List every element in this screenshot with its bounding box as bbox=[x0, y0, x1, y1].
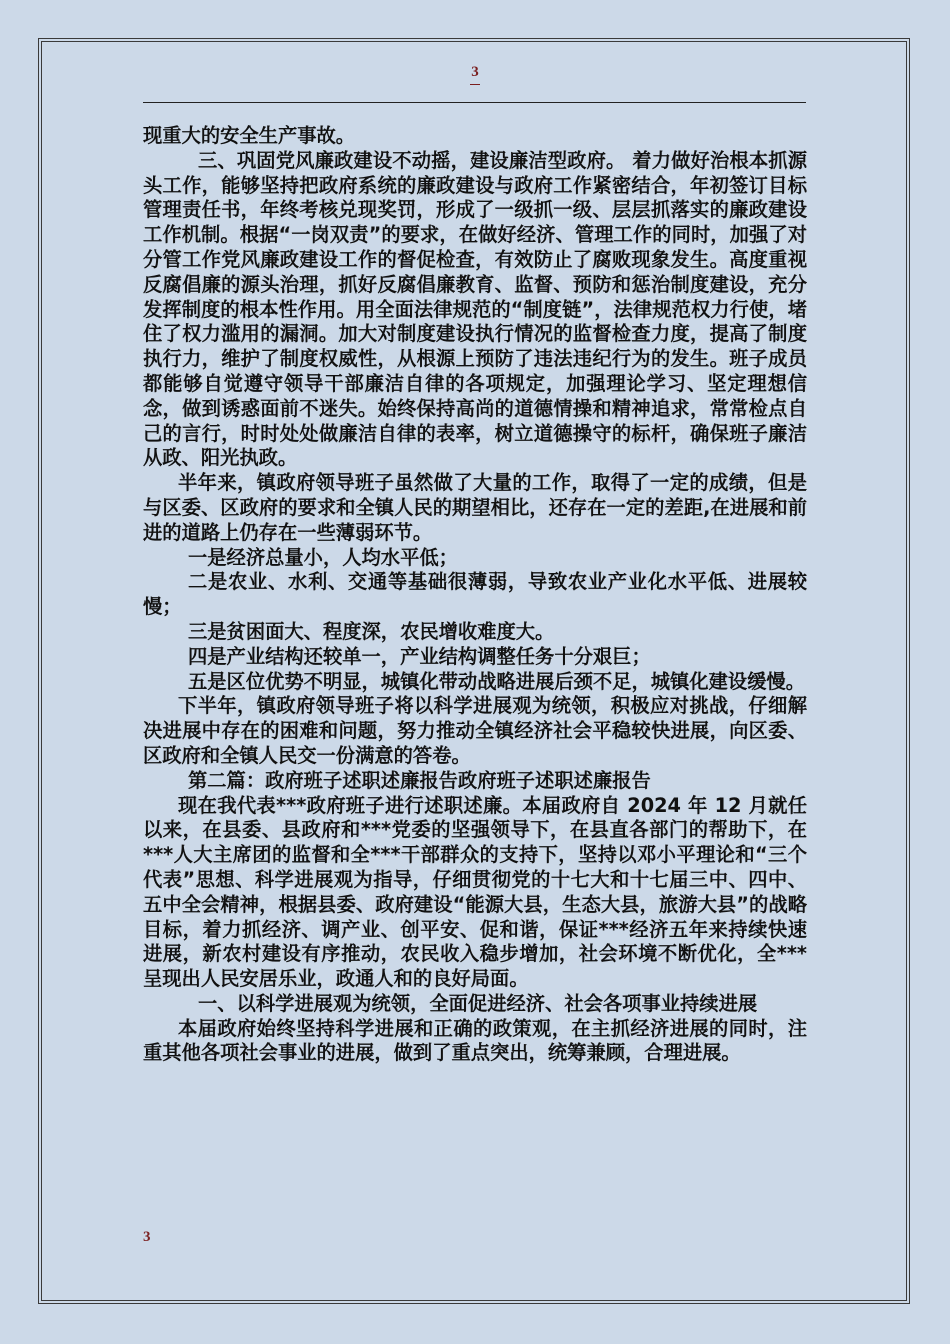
paragraph: 现重大的安全生产事故。 bbox=[143, 124, 356, 147]
list-item: 一是经济总量小，人均水平低； bbox=[188, 545, 458, 569]
list-item: 二是农业、水利、交通等基础很薄弱，导致农业产业化水平低、进展较慢； bbox=[143, 570, 807, 619]
header-divider bbox=[143, 102, 806, 103]
section-heading-paragraph: 三、巩固党风廉政建设不动摇，建设廉洁型政府。 着力做好治根本抓源头工作，能够坚持把政府系统的廉政建设与政府工作紧密结合，年初签订目标管理责任书，年终考核兑现奖罚，形成了一级抓一级、层层抓落实的廉政建设工作机制。根据“一岗双责”的要求，在做好经济、管理工作的同时，加强了对分管工作党风廉政建设工作的督促检查，有效防止了腐败现象发生。高度重视反腐倡廉的源头治理，抓好反腐倡廉教育、监督、预防和惩治制度建设，充分发挥制度的根本性作用。用全面法律规范的“制度链”，法律规范权力行使，堵住了权力滥用的漏洞。加大对制度建设执行情况的监督检查力度，提高了制度执行力，维护了制度权威性，从根源上预防了违法违纪行为的发生。班子成员都能够自觉遵守领导干部廉洁自律的各项规定，加强理论学习、坚定理想信念，做到诱惑面前不迷失。始终保持高尚的道德情操和精神追求，常常检点自己的言行，时时处处做廉洁自律的表率，树立道德操守的标杆，确保班子廉洁从政、阳光执政。 bbox=[143, 148, 807, 470]
paragraph: 半年来，镇政府领导班子虽然做了大量的工作，取得了一定的成绩，但是与区委、区政府的要求和全镇人民的期望相比，还存在一定的差距,在进展和前进的道路上仍存在一些薄弱环节。 bbox=[143, 471, 807, 544]
paragraph: 现在我代表***政府班子进行述职述廉。本届政府自 2024 年 12 月就任以来，在县委、县政府和***党委的坚强领导下，在县直各部门的帮助下，在***人大主席团的监督和全***干部群众的支持下，坚持以邓小平理论和“三个代表”思想、科学进展观为指导，仔细贯彻党的十七大和十七届三中、四中、五中全会精神，根据县委、政府建设“能源大县，生态大县，旅游大县”的战略目标，着力抓经济、调产业、创平安、促和谐，保证***经济五年来持续快速进展，新农村建设有序推动，农民收入稳步增加，社会环境不断优化，全***呈现出人民安居乐业，政通人和的良好局面。 bbox=[143, 793, 807, 991]
chapter-title: 第二篇：政府班子述职述廉报告政府班子述职述廉报告 bbox=[188, 768, 651, 792]
document-body bbox=[143, 124, 807, 1066]
paragraph: 本届政府始终坚持科学进展和正确的政策观，在主抓经济进展的同时，注重其他各项社会事业的进展，做到了重点突出，统筹兼顾，合理进展。 bbox=[143, 1016, 807, 1065]
footer-page-number: 3 bbox=[143, 1229, 151, 1245]
section-heading: 一、以科学进展观为统领，全面促进经济、社会各项事业持续进展 bbox=[198, 991, 758, 1015]
paragraph: 下半年，镇政府领导班子将以科学进展观为统领，积极应对挑战，仔细解决进展中存在的困难和问题，努力推动全镇经济社会平稳较快进展，向区委、区政府和全镇人民交一份满意的答卷。 bbox=[143, 694, 807, 767]
list-item: 四是产业结构还较单一，产业结构调整任务十分艰巨； bbox=[188, 644, 651, 668]
header-number-underline bbox=[470, 84, 480, 85]
header-page-number: 3 bbox=[471, 64, 479, 80]
list-item: 三是贫困面大、程度深，农民增收难度大。 bbox=[188, 619, 555, 643]
list-item: 五是区位优势不明显，城镇化带动战略进展后颈不足，城镇化建设缓慢。 bbox=[188, 669, 805, 693]
